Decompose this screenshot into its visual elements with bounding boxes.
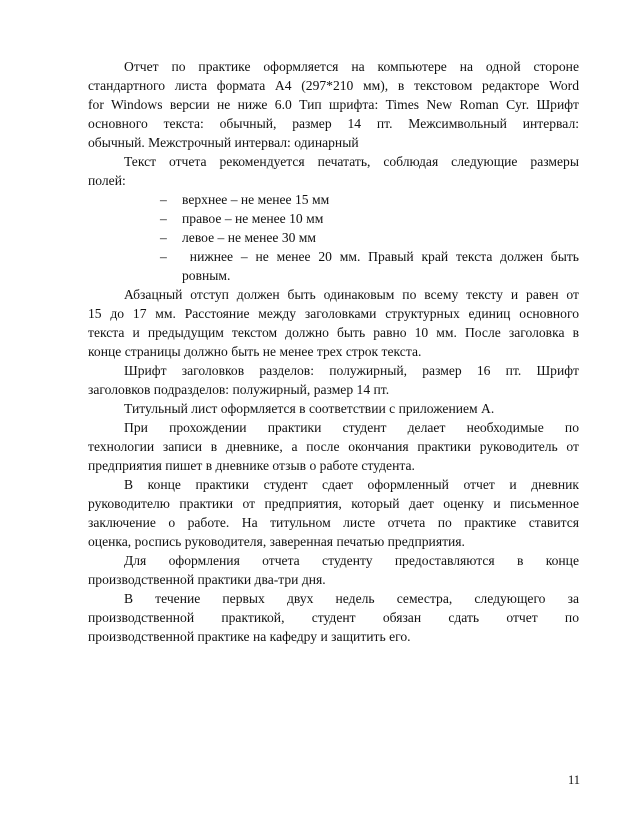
text-line: предприятия пишет в дневнике отзыв о работе студента. xyxy=(88,458,415,473)
list-item xyxy=(88,209,579,228)
text-line: В конце практики студент сдает оформленный отчет и дневник xyxy=(124,477,579,492)
margins-list xyxy=(88,190,579,285)
text-line: технологии записи в дневнике, а после окончания практики руководитель от xyxy=(88,439,579,454)
text-line: оценка, роспись руководителя, заверенная печатью предприятия. xyxy=(88,534,465,549)
document-body xyxy=(88,57,579,646)
list-item-text: нижнее – не менее 20 мм. Правый край текста должен быть xyxy=(182,249,579,264)
text-line: Отчет по практике оформляется на компьютере на одной стороне xyxy=(124,59,579,74)
paragraph-margins-intro xyxy=(88,152,579,190)
page-number: 11 xyxy=(567,773,580,787)
text-line: заключение о работе. На титульном листе отчета по практике ставится xyxy=(88,515,579,530)
paragraph-indent xyxy=(88,285,579,361)
list-item-text: ровным. xyxy=(182,268,231,283)
list-dash: – xyxy=(160,211,167,226)
text-line: полей: xyxy=(88,173,126,188)
paragraph-heading-fonts xyxy=(88,361,579,399)
text-line: Абзацный отступ должен быть одинаковым по всему тексту и равен от xyxy=(124,287,579,302)
list-item xyxy=(88,190,579,209)
list-item-text: левое – не менее 30 мм xyxy=(182,230,317,245)
paragraph-deadline xyxy=(88,589,579,646)
text-line: В течение первых двух недель семестра, следующего за xyxy=(124,591,579,606)
list-dash: – xyxy=(160,249,167,264)
text-line: стандартного листа формата А4 (297*210 мм), в текстовом редакторе Word xyxy=(88,78,579,93)
text-line: руководителю практики от предприятия, который дает оценку и письменное xyxy=(88,496,579,511)
list-item xyxy=(88,247,579,266)
list-item xyxy=(88,228,579,247)
text-line: Шрифт заголовков разделов: полужирный, размер 16 пт. Шрифт xyxy=(124,363,579,378)
list-dash: – xyxy=(160,192,167,207)
text-line: производственной практики два-три дня. xyxy=(88,572,326,587)
text-line: for Windows версии не ниже 6.0 Тип шрифта: Times New Roman Cyr. Шрифт xyxy=(88,97,579,112)
text-line: производственной практикой, студент обязан сдать отчет по xyxy=(88,610,579,625)
list-item-continuation xyxy=(88,266,579,285)
text-line: основного текста: обычный, размер 14 пт. Межсимвольный интервал: xyxy=(88,116,579,131)
paragraph-time-allotted xyxy=(88,551,579,589)
text-line: производственной практике на кафедру и защитить его. xyxy=(88,629,411,644)
text-line: Титульный лист оформляется в соответствии с приложением А. xyxy=(124,401,495,416)
text-line: конце страницы должно быть не менее трех строк текста. xyxy=(88,344,422,359)
list-item-text: правое – не менее 10 мм xyxy=(182,211,324,226)
text-line: заголовков подразделов: полужирный, размер 14 пт. xyxy=(88,382,390,397)
paragraph-title-page xyxy=(88,399,579,418)
text-line: текста и предыдущим текстом должно быть равно 10 мм. После заголовка в xyxy=(88,325,579,340)
paragraph-report-format xyxy=(88,57,579,152)
list-dash: – xyxy=(160,230,167,245)
list-item-text: верхнее – не менее 15 мм xyxy=(182,192,330,207)
paragraph-diary xyxy=(88,418,579,475)
text-line: 15 до 17 мм. Расстояние между заголовками структурных единиц основного xyxy=(88,306,579,321)
text-line: Для оформления отчета студенту предоставляются в конце xyxy=(124,553,579,568)
paragraph-report-submission xyxy=(88,475,579,551)
text-line: При прохождении практики студент делает необходимые по xyxy=(124,420,579,435)
text-line: обычный. Межстрочный интервал: одинарный xyxy=(88,135,359,150)
text-line: Текст отчета рекомендуется печатать, соблюдая следующие размеры xyxy=(124,154,579,169)
